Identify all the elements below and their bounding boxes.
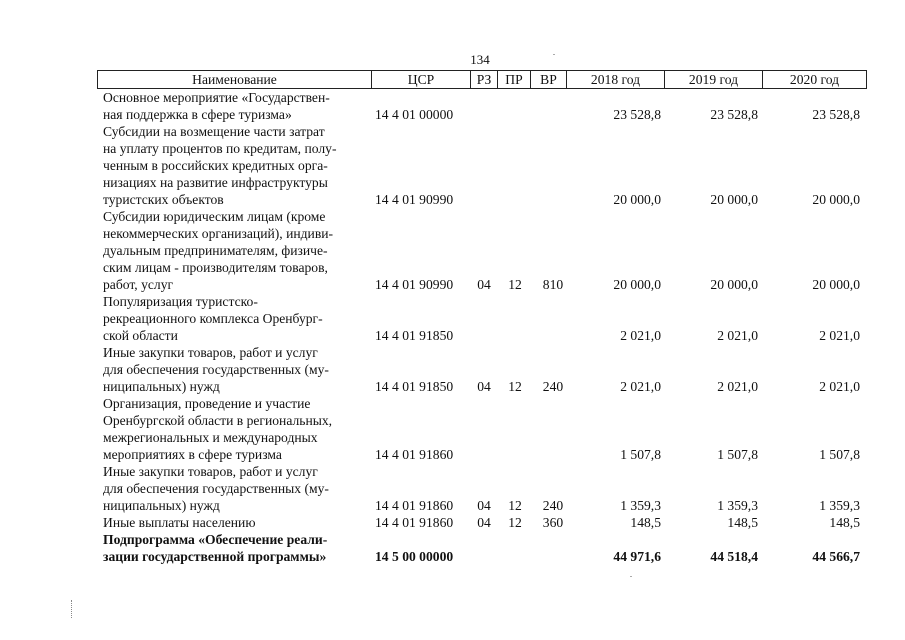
column-header-2019: 2019 год [665, 71, 763, 88]
row-vr: 360 [542, 515, 564, 530]
row-name-line: работ, услуг [103, 277, 174, 292]
row-name [103, 123, 365, 208]
table-row [0, 208, 905, 293]
row-value-2020: 1 507,8 [819, 447, 860, 462]
row-value-2019: 44 518,4 [710, 549, 758, 564]
row-name-line: для обеспечения государственных (му- [103, 481, 329, 496]
row-value-2020: 148,5 [829, 515, 860, 530]
row-name-line: межрегиональных и международных [103, 430, 318, 445]
row-name-line: туристских объектов [103, 192, 224, 207]
row-value-2019: 20 000,0 [710, 277, 758, 292]
row-csr: 14 5 00 00000 [375, 549, 454, 564]
table-body [0, 89, 905, 565]
row-name-line: ниципальных) нужд [103, 379, 220, 394]
row-value-2019: 1 507,8 [717, 447, 758, 462]
row-name [103, 514, 365, 531]
column-header-vr: ВР [531, 71, 567, 88]
table-row [0, 344, 905, 395]
table-row [0, 531, 905, 565]
row-name-line: зации государственной программы» [103, 549, 327, 564]
column-header-name: Наименование [98, 71, 372, 88]
page-number: 134 [470, 52, 490, 67]
row-value-2020: 20 000,0 [812, 192, 860, 207]
row-name [103, 293, 365, 344]
table-row [0, 463, 905, 514]
row-name-line: Популяризация туристско- [103, 294, 258, 309]
row-pr: 12 [508, 379, 522, 394]
row-name-line: ским лицам - производителям товаров, [103, 260, 328, 275]
column-header-2020: 2020 год [789, 72, 840, 87]
row-value-2020: 20 000,0 [812, 277, 860, 292]
table-row [0, 395, 905, 463]
row-name-line: ской области [103, 328, 178, 343]
margin-dots [71, 600, 74, 618]
row-name-line: низациях на развитие инфраструктуры [103, 175, 328, 190]
row-name [103, 531, 365, 565]
column-header-csr: ЦСР [372, 71, 471, 88]
row-csr: 14 4 01 91850 [375, 379, 454, 394]
row-name-line: для обеспечения государственных (му- [103, 362, 329, 377]
row-name-line: Субсидии юридическим лицам (кроме [103, 209, 326, 224]
row-csr: 14 4 01 91850 [375, 328, 454, 343]
table-row [0, 293, 905, 344]
row-value-2018: 2 021,0 [620, 328, 661, 343]
row-value-2019: 1 359,3 [717, 498, 758, 513]
row-name-line: Организация, проведение и участие [103, 396, 311, 411]
row-value-2019: 2 021,0 [717, 328, 758, 343]
row-name-line: ная поддержка в сфере туризма» [103, 107, 292, 122]
row-name [103, 208, 365, 293]
row-value-2018: 20 000,0 [613, 277, 661, 292]
row-vr: 240 [542, 498, 564, 513]
row-value-2020: 44 566,7 [812, 549, 860, 564]
row-csr: 14 4 01 90990 [375, 192, 454, 207]
row-value-2020: 23 528,8 [812, 107, 860, 122]
row-value-2020: 1 359,3 [819, 498, 860, 513]
row-vr: 810 [542, 277, 564, 292]
row-name-line: Основное мероприятие «Государствен- [103, 90, 330, 105]
row-value-2018: 44 971,6 [613, 549, 661, 564]
row-csr: 14 4 01 00000 [375, 107, 454, 122]
row-csr: 14 4 01 91860 [375, 498, 454, 513]
scan-mark [553, 54, 555, 55]
row-rz: 04 [477, 379, 491, 394]
row-name-line: рекреационного комплекса Оренбург- [103, 311, 323, 326]
row-name-line: Оренбургской области в региональных, [103, 413, 333, 428]
row-rz: 04 [477, 277, 491, 292]
row-name [103, 344, 365, 395]
row-csr: 14 4 01 91860 [375, 447, 454, 462]
table-row [0, 123, 905, 208]
row-value-2018: 23 528,8 [613, 107, 661, 122]
row-name-line: Иные закупки товаров, работ и услуг [103, 464, 318, 479]
row-value-2019: 2 021,0 [717, 379, 758, 394]
row-value-2018: 148,5 [630, 515, 661, 530]
row-name-line: Иные выплаты населению [103, 515, 256, 530]
row-vr: 240 [542, 379, 564, 394]
row-name-line: Подпрограмма «Обеспечение реали- [103, 532, 328, 547]
row-value-2018: 20 000,0 [613, 192, 661, 207]
row-name-line: некоммерческих организаций), индиви- [103, 226, 334, 241]
column-header-2018: 2018 год [567, 71, 665, 88]
row-name-line: мероприятиях в сфере туризма [103, 447, 282, 462]
row-value-2018: 2 021,0 [620, 379, 661, 394]
row-value-2018: 1 507,8 [620, 447, 661, 462]
row-name [103, 89, 365, 123]
row-name-line: Иные закупки товаров, работ и услуг [103, 345, 318, 360]
row-name-line: на уплату процентов по кредитам, полу- [103, 141, 337, 156]
scan-mark [630, 576, 632, 577]
row-name-line: Субсидии на возмещение части затрат [103, 124, 325, 139]
row-name-line: ченным в российских кредитных орга- [103, 158, 328, 173]
row-name [103, 395, 365, 463]
row-pr: 12 [508, 498, 522, 513]
row-name [103, 463, 365, 514]
row-name-line: дуальным предпринимателям, физиче- [103, 243, 328, 258]
row-pr: 12 [508, 277, 522, 292]
row-rz: 04 [477, 498, 491, 513]
table-row [0, 89, 905, 123]
row-value-2019: 23 528,8 [710, 107, 758, 122]
row-value-2019: 20 000,0 [710, 192, 758, 207]
table-row [0, 514, 905, 531]
table-header [97, 70, 867, 89]
row-pr: 12 [508, 515, 522, 530]
row-csr: 14 4 01 91860 [375, 515, 454, 530]
row-value-2019: 148,5 [727, 515, 758, 530]
column-header-rz: РЗ [471, 71, 498, 88]
row-csr: 14 4 01 90990 [375, 277, 454, 292]
row-value-2020: 2 021,0 [819, 379, 860, 394]
row-value-2018: 1 359,3 [620, 498, 661, 513]
row-value-2020: 2 021,0 [819, 328, 860, 343]
row-name-line: ниципальных) нужд [103, 498, 220, 513]
row-rz: 04 [477, 515, 491, 530]
column-header-pr: ПР [498, 71, 531, 88]
